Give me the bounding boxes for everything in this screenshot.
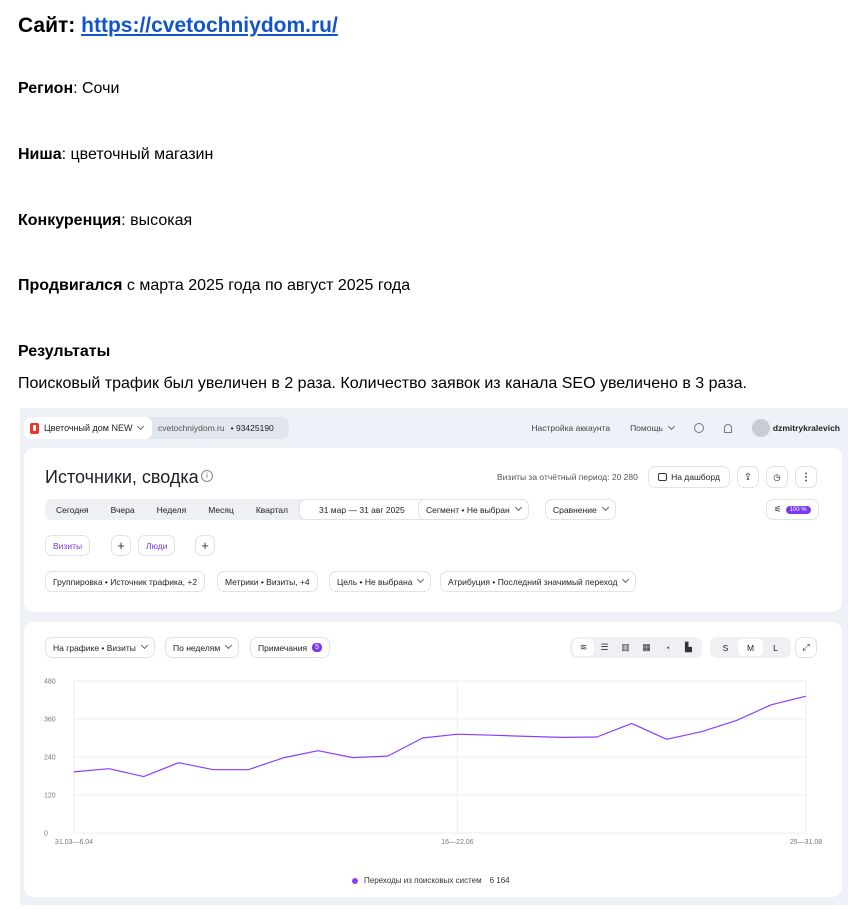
chevron-down-icon — [137, 422, 144, 429]
niche-label: Ниша — [18, 146, 62, 163]
segment-label: Сегмент • Не выбран — [426, 504, 510, 515]
to-dashboard-label: На дашборд — [671, 472, 720, 482]
plus-icon: + — [117, 538, 125, 553]
y-tick-label: 240 — [44, 754, 56, 762]
comparison-select[interactable] — [545, 499, 616, 520]
visits-chip[interactable] — [45, 535, 90, 556]
more-button[interactable] — [795, 466, 817, 488]
period-today[interactable]: Сегодня — [56, 504, 89, 515]
site-line — [18, 14, 338, 38]
project-select[interactable] — [24, 417, 152, 439]
region-label: Регион — [18, 80, 74, 97]
report-header-card — [24, 448, 842, 612]
chart-metric-label: На графике • Визиты — [53, 642, 136, 653]
period-yesterday[interactable]: Вчера — [110, 504, 135, 515]
x-tick-label: 31.03—6.04 — [54, 839, 94, 846]
period-selector — [45, 499, 454, 520]
user-menu[interactable] — [752, 419, 840, 437]
project-name: Цветочный дом NEW — [44, 423, 133, 433]
chevron-down-icon — [602, 504, 609, 511]
account-settings-link[interactable]: Настройка аккаунта — [531, 423, 611, 433]
sampling-settings-button[interactable] — [766, 499, 819, 520]
add-visits-filter-button[interactable] — [111, 535, 131, 556]
notes-label: Примечания — [258, 642, 308, 653]
share-button[interactable] — [737, 466, 759, 488]
plus-icon: + — [201, 538, 209, 553]
metrica-logo-icon — [30, 423, 39, 434]
chevron-down-icon — [515, 504, 522, 511]
metrics-label: Метрики • Визиты, +4 — [225, 576, 310, 587]
competition-value: : высокая — [121, 212, 193, 229]
results-text: Поисковый трафик был увеличен в 2 раза. Количество заявок из канала SEO увеличено в 3 раза. — [18, 375, 747, 392]
grouping-label: Группировка • Источник трафика, +2 — [53, 576, 198, 587]
chart-card — [24, 622, 842, 897]
niche-line — [18, 146, 213, 164]
site-label: Сайт: — [18, 14, 82, 37]
info-icon[interactable]: i — [201, 470, 213, 482]
promotion-value: с марта 2025 года по август 2025 года — [122, 277, 411, 294]
legend-series-name: Переходы из поисковых систем — [364, 876, 482, 885]
people-chip[interactable] — [138, 535, 175, 556]
notifications-button[interactable] — [724, 424, 732, 433]
chart-type-stacked-button[interactable]: ☰ — [600, 642, 609, 652]
date-range-label: 31 мар — 31 авг 2025 — [318, 504, 405, 515]
people-label: Люди — [146, 540, 168, 551]
chart-type-bar-button[interactable]: ▥ — [621, 642, 630, 652]
share-icon: ⇪ — [743, 471, 753, 483]
metrica-screenshot — [20, 408, 848, 905]
project-site-url: cvetochniydom.ru — [158, 423, 225, 433]
line-chart — [24, 622, 842, 897]
expand-icon: ⤢ — [802, 642, 810, 652]
segment-select[interactable] — [418, 499, 529, 520]
chevron-down-icon — [622, 576, 629, 583]
competition-line — [18, 212, 192, 230]
comparison-label: Сравнение — [553, 504, 597, 515]
results-heading: Результаты — [18, 343, 111, 360]
size-l-button[interactable]: L — [773, 642, 778, 653]
bell-icon — [724, 424, 732, 433]
y-tick-label: 0 — [44, 830, 48, 838]
region-line — [18, 80, 119, 98]
period-quarter[interactable]: Квартал — [255, 504, 288, 515]
metrics-select[interactable] — [217, 571, 318, 592]
chat-button[interactable] — [694, 423, 704, 433]
chart-type-pie-button[interactable]: ◔ — [664, 642, 671, 653]
site-link[interactable]: https://cvetochniydom.ru/ — [81, 14, 338, 37]
sampling-badge: 100 % — [786, 506, 811, 514]
y-tick-label: 120 — [44, 792, 56, 800]
x-tick-label: 16—22.06 — [441, 839, 474, 846]
promotion-label: Продвигался — [18, 277, 123, 294]
grouping-select[interactable] — [45, 571, 205, 592]
x-tick-label: 25—31.08 — [789, 839, 823, 846]
chart-type-stacked-bar-button[interactable]: ▦ — [642, 642, 651, 652]
clock-icon: ◷ — [773, 471, 781, 482]
size-m-button[interactable]: M — [738, 639, 763, 656]
period-visits-text: Визиты за отчётный период: 20 280 — [497, 472, 638, 482]
history-button[interactable] — [766, 466, 788, 488]
add-people-filter-button[interactable] — [195, 535, 215, 556]
detail-label: По неделям — [173, 642, 221, 653]
sliders-icon: ⚟ — [774, 504, 782, 514]
promotion-line — [18, 277, 410, 295]
help-menu[interactable] — [630, 423, 674, 433]
top-bar — [20, 408, 848, 446]
notes-count-badge: 5 — [312, 643, 322, 652]
avatar — [752, 419, 770, 437]
goal-label: Цель • Не выбрана — [337, 576, 413, 587]
attribution-label: Атрибуция • Последний значимый переход — [448, 576, 618, 587]
username: dzmitrykralevich — [772, 423, 840, 433]
period-month[interactable]: Месяц — [208, 504, 234, 515]
to-dashboard-button[interactable] — [648, 466, 730, 488]
series-line-search-traffic — [74, 696, 806, 776]
chart-type-line-button[interactable]: ≋ — [573, 639, 594, 656]
dashboard-icon — [658, 473, 667, 481]
visits-label: Визиты — [53, 540, 83, 551]
region-value: : Сочи — [73, 80, 120, 97]
legend-series-total: 6 164 — [489, 876, 510, 885]
chevron-down-icon — [668, 422, 675, 429]
help-label: Помощь — [630, 423, 663, 433]
y-tick-label: 360 — [44, 716, 56, 724]
page-title: Источники, сводка — [45, 467, 199, 487]
competition-label: Конкуренция — [18, 212, 122, 229]
chart-legend — [352, 876, 510, 885]
attribution-select[interactable] — [440, 571, 636, 592]
top-right-menu — [511, 417, 840, 439]
project-site — [158, 417, 274, 439]
chat-icon — [694, 423, 704, 433]
counter-id: • 93425190 — [230, 423, 274, 433]
more-icon: ⋮ — [801, 471, 811, 483]
legend-marker — [352, 878, 358, 884]
niche-value: : цветочный магазин — [61, 146, 214, 163]
goal-select[interactable] — [329, 571, 431, 592]
y-tick-label: 480 — [44, 678, 56, 686]
chart-type-column-button[interactable]: ▙ — [685, 642, 692, 652]
period-week[interactable]: Неделя — [156, 504, 187, 515]
project-switcher[interactable] — [24, 417, 289, 439]
chevron-down-icon — [417, 576, 424, 583]
size-s-button[interactable]: S — [722, 642, 729, 653]
